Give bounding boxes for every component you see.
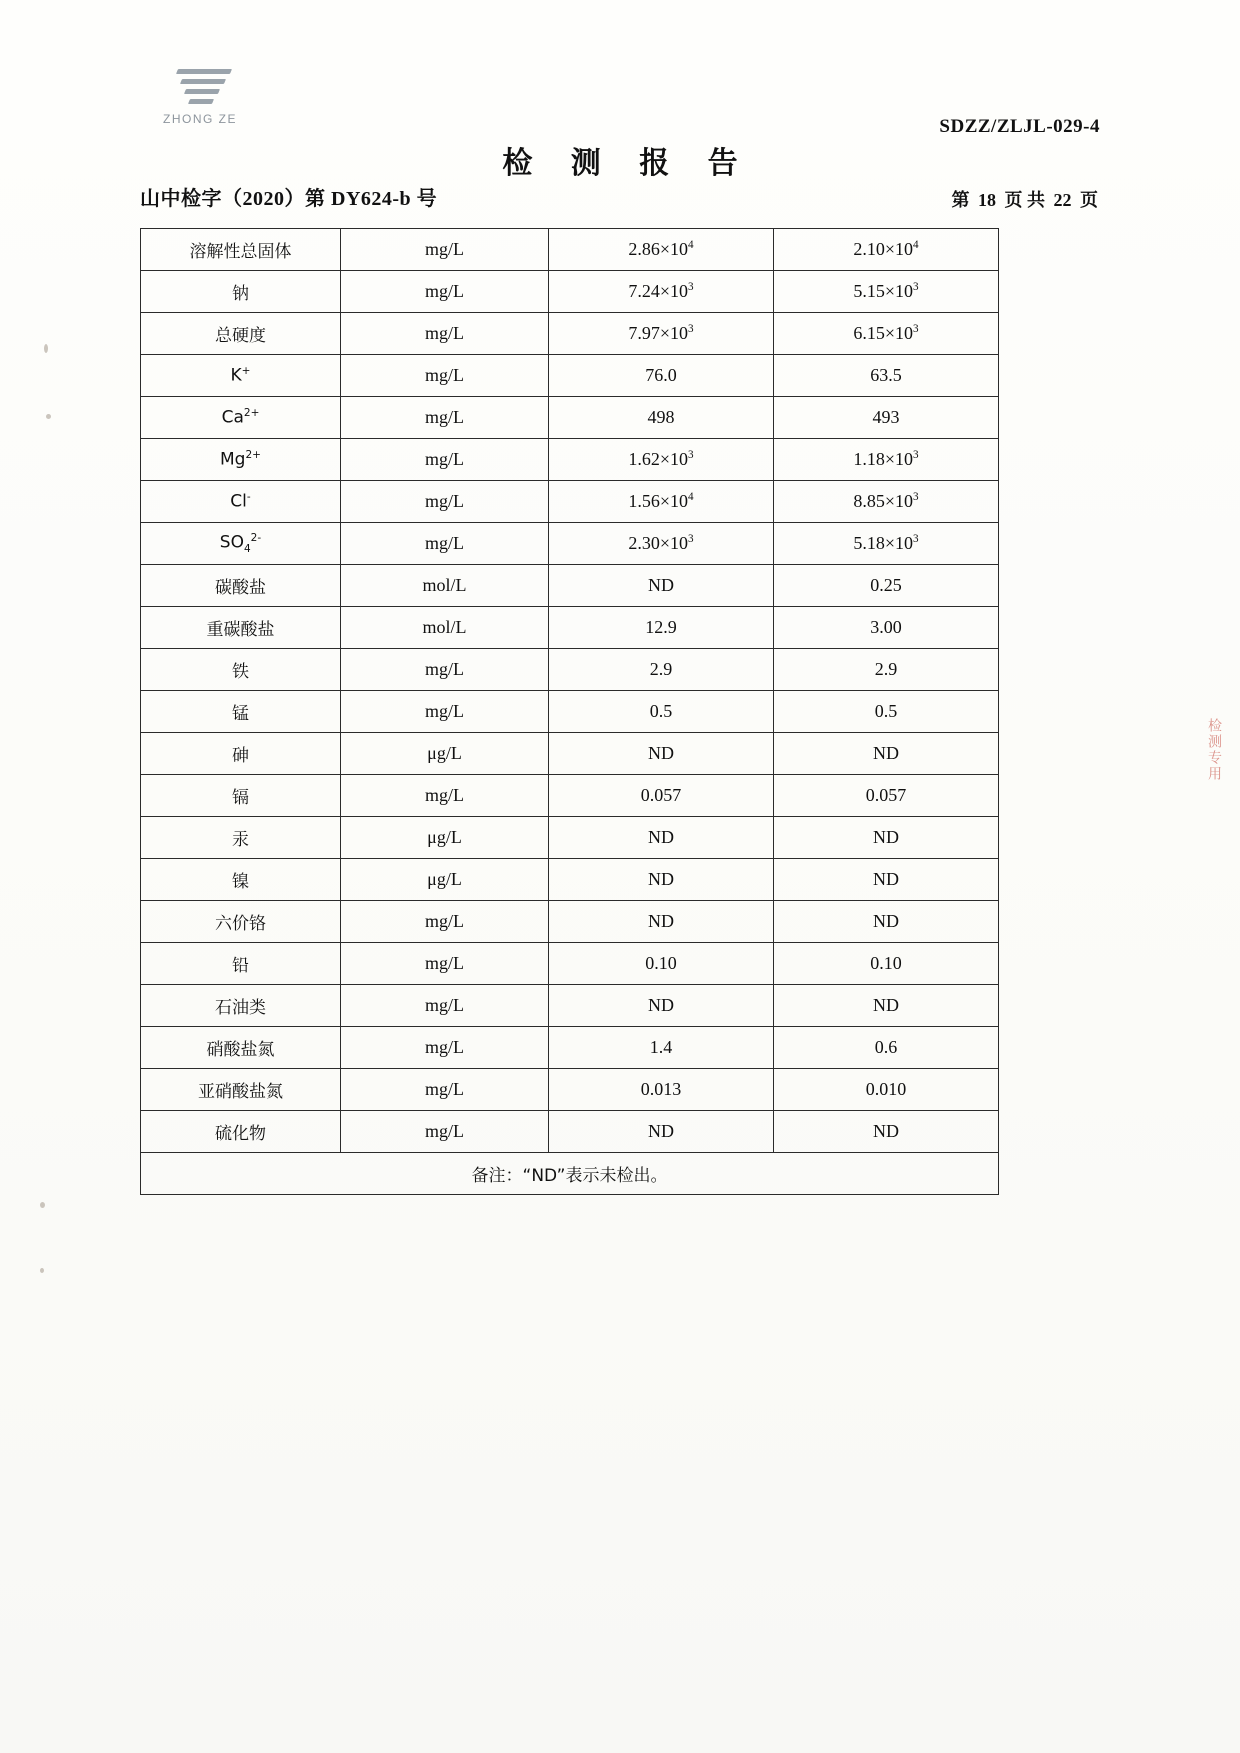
cell-value-1: 12.9 [549, 607, 774, 649]
cell-value-2: 493 [774, 397, 999, 439]
cell-value-2: ND [774, 1111, 999, 1153]
cell-parameter: 石油类 [141, 985, 341, 1027]
cell-unit: μg/L [341, 733, 549, 775]
cell-parameter: 铁 [141, 649, 341, 691]
cell-value-1: 1.4 [549, 1027, 774, 1069]
cell-unit: mg/L [341, 1111, 549, 1153]
table-row [141, 817, 999, 859]
page-suffix: 页 [1080, 190, 1098, 210]
cell-parameter: 总硬度 [141, 313, 341, 355]
cell-value-2: ND [774, 733, 999, 775]
cell-value-2: 3.00 [774, 607, 999, 649]
cell-value-2: 0.6 [774, 1027, 999, 1069]
cell-unit: mg/L [341, 901, 549, 943]
table-row [141, 943, 999, 985]
table-row [141, 397, 999, 439]
cell-unit: μg/L [341, 859, 549, 901]
cell-unit: μg/L [341, 817, 549, 859]
cell-parameter: 汞 [141, 817, 341, 859]
document-code: SDZZ/ZLJL-029-4 [939, 116, 1100, 137]
cell-parameter: $Mg^{2+}$ [141, 439, 341, 481]
cell-parameter: 镍 [141, 859, 341, 901]
cell-value-2: 0.057 [774, 775, 999, 817]
cell-unit: mg/L [341, 523, 549, 565]
cell-value-2: ND [774, 817, 999, 859]
cell-value-1: 498 [549, 397, 774, 439]
cell-value-2: 0.10 [774, 943, 999, 985]
cell-parameter: K+ [141, 355, 341, 397]
cell-value-2: $6.15\times 10^3$ [774, 313, 999, 355]
cell-value-2: $5.18\times 10^3$ [774, 523, 999, 565]
table-row [141, 1069, 999, 1111]
cell-parameter: 硫化物 [141, 1111, 341, 1153]
results-table-container [140, 228, 998, 1195]
logo-text: ZHONG ZE [163, 112, 237, 126]
cell-parameter: $Ca^{2+}$ [141, 397, 341, 439]
table-row [141, 859, 999, 901]
cell-unit: mg/L [341, 649, 549, 691]
results-table-body [141, 229, 999, 1195]
table-row [141, 775, 999, 817]
cell-unit: mol/L [341, 607, 549, 649]
cell-parameter: $SO_4^{2-}$ [141, 523, 341, 565]
table-row [141, 607, 999, 649]
table-note: 备注：“ND”表示未检出。 [141, 1153, 999, 1195]
cell-value-2: ND [774, 901, 999, 943]
table-row [141, 313, 999, 355]
cell-value-1: 76.0 [549, 355, 774, 397]
cell-value-2: $1.18\times 10^3$ [774, 439, 999, 481]
cell-parameter: 碳酸盐 [141, 565, 341, 607]
cell-unit: mg/L [341, 1069, 549, 1111]
cell-parameter: 硝酸盐氮 [141, 1027, 341, 1069]
cell-value-1: $2.30\times 10^3$ [549, 523, 774, 565]
table-row [141, 985, 999, 1027]
cell-value-2: 0.25 [774, 565, 999, 607]
cell-value-2: $2.10\times 10^4$ [774, 229, 999, 271]
cell-parameter: Cl- [141, 481, 341, 523]
cell-parameter: 锰 [141, 691, 341, 733]
cell-unit: mg/L [341, 229, 549, 271]
cell-parameter: 镉 [141, 775, 341, 817]
cell-unit: mg/L [341, 439, 549, 481]
cell-value-1: $2.86\times 10^4$ [549, 229, 774, 271]
cell-parameter: 钠 [141, 271, 341, 313]
cell-value-1: ND [549, 565, 774, 607]
cell-unit: mg/L [341, 397, 549, 439]
table-row [141, 523, 999, 565]
cell-value-1: ND [549, 859, 774, 901]
table-row [141, 1027, 999, 1069]
cell-value-1: ND [549, 1111, 774, 1153]
page-total: 22 [1053, 190, 1072, 210]
table-row [141, 901, 999, 943]
cell-value-1: ND [549, 901, 774, 943]
results-table [140, 228, 999, 1195]
report-number: 山中检字（2020）第 DY624-b 号 [140, 188, 438, 210]
cell-unit: mg/L [341, 691, 549, 733]
cell-value-1: ND [549, 985, 774, 1027]
company-logo [140, 66, 260, 126]
red-stamp-mark: 检测专用 [1206, 718, 1222, 782]
cell-value-2: $5.15\times 10^3$ [774, 271, 999, 313]
logo-mark-icon [169, 66, 231, 108]
cell-unit: mg/L [341, 943, 549, 985]
cell-value-1: $1.62\times 10^3$ [549, 439, 774, 481]
cell-value-2: 0.010 [774, 1069, 999, 1111]
cell-unit: mg/L [341, 355, 549, 397]
cell-value-1: 0.013 [549, 1069, 774, 1111]
cell-parameter: 亚硝酸盐氮 [141, 1069, 341, 1111]
cell-parameter: 铅 [141, 943, 341, 985]
cell-unit: mg/L [341, 775, 549, 817]
scan-speck [46, 414, 51, 419]
cell-value-2: 0.5 [774, 691, 999, 733]
cell-unit: mg/L [341, 481, 549, 523]
cell-unit: mg/L [341, 985, 549, 1027]
cell-value-1: 0.057 [549, 775, 774, 817]
cell-parameter: 六价铬 [141, 901, 341, 943]
scan-speck [44, 344, 48, 353]
table-row [141, 1111, 999, 1153]
page-prefix: 第 [951, 190, 970, 210]
table-row [141, 565, 999, 607]
cell-value-1: $7.24\times 10^3$ [549, 271, 774, 313]
cell-value-1: 2.9 [549, 649, 774, 691]
cell-value-2: 63.5 [774, 355, 999, 397]
cell-unit: mg/L [341, 271, 549, 313]
cell-value-2: 2.9 [774, 649, 999, 691]
table-row [141, 229, 999, 271]
table-row [141, 733, 999, 775]
table-row [141, 481, 999, 523]
page-current: 18 [978, 190, 996, 210]
page-title: 检 测 报 告 [502, 146, 752, 181]
cell-parameter: 重碳酸盐 [141, 607, 341, 649]
scan-speck [40, 1202, 45, 1208]
page-number [950, 186, 1101, 212]
cell-value-2: $8.85\times 10^3$ [774, 481, 999, 523]
cell-value-1: 0.10 [549, 943, 774, 985]
cell-unit: mol/L [341, 565, 549, 607]
table-row [141, 271, 999, 313]
scan-speck [40, 1268, 44, 1273]
cell-value-2: ND [774, 859, 999, 901]
cell-unit: mg/L [341, 313, 549, 355]
cell-value-2: ND [774, 985, 999, 1027]
cell-value-1: ND [549, 733, 774, 775]
table-note-row [141, 1153, 999, 1195]
cell-parameter: 溶解性总固体 [141, 229, 341, 271]
cell-unit: mg/L [341, 1027, 549, 1069]
cell-value-1: $1.56\times 10^4$ [549, 481, 774, 523]
table-row [141, 691, 999, 733]
cell-value-1: 0.5 [549, 691, 774, 733]
page-mid: 页 共 [1004, 190, 1045, 210]
table-row [141, 355, 999, 397]
cell-value-1: ND [549, 817, 774, 859]
table-row [141, 649, 999, 691]
cell-value-1: $7.97\times 10^3$ [549, 313, 774, 355]
cell-parameter: 砷 [141, 733, 341, 775]
table-row [141, 439, 999, 481]
